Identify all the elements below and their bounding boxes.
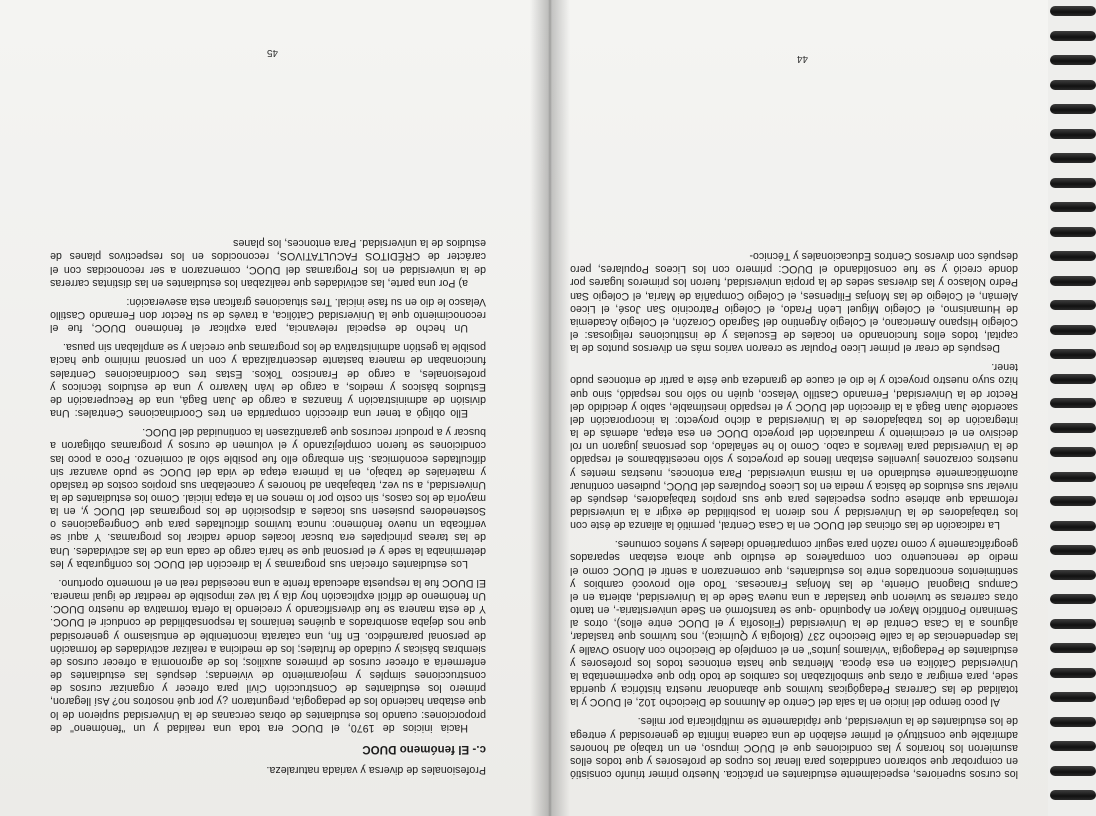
paragraph: los cursos superiores, especialmente estudiantes en práctica. Nuestro primer triunfo consistió en comprobar que sobraron candidatos para llenar los cupos de profesores y que todos ellos asumieron los horarios y las condiciones que el DUOC impuso, en un trabajo ad honores admirable que constituyó el primer eslabón de una cadena infinita de generosidad y entrega de los estudiantes de la universidad, que rápidamente se multiplicaría por miles. bbox=[570, 715, 1018, 780]
page-45-text bbox=[50, 230, 486, 776]
spiral-coil bbox=[1050, 104, 1096, 114]
spiral-coil bbox=[1050, 55, 1096, 65]
paragraph: Después de crear el primer Liceo Popular se crearon varios más en diversos puntos de la capital, todos ellos funcionando en locales de Escuelas y de instituciones religiosas: el Colegio Hispano Americano, el Colegio Argentino del Sagrado Corazón, el Colegio Academia de Humanismo, el Colegio Miguel León Prado, el Colegio Patrocinio San José, el Liceo Alemán, el Colegio de las Monjas Filipenses, el Colegio Compañía de María, el Colegio San Pedro Nolasco y las diversas sedes de la propia universidad, fueron los primeros lugares por donde creció y se fue consolidando el DUOC: primero con los Liceos Populares, pero después con diversos Centros Educacionales y Técnico- bbox=[570, 250, 1018, 355]
spiral-coil bbox=[1050, 668, 1096, 678]
spiral-coil bbox=[1050, 790, 1096, 800]
spiral-coil bbox=[1050, 594, 1096, 604]
spiral-coil bbox=[1050, 227, 1096, 237]
spiral-coil bbox=[1050, 570, 1096, 580]
spiral-coil bbox=[1050, 521, 1096, 531]
paragraph: Un hecho de especial relevancia, para explicar el fenómeno DUOC, fue el reconocimiento que la Universidad Católica, a través de su Rector don Fernando Castillo Velasco le dio en su fase inicial. Tres situaciones grafican esta aseveración: bbox=[50, 295, 486, 335]
spiral-coil bbox=[1050, 31, 1096, 41]
spiral-coil bbox=[1050, 202, 1096, 212]
spiral-coil bbox=[1050, 251, 1096, 261]
spiral-coil bbox=[1050, 325, 1096, 335]
spiral-coil bbox=[1050, 178, 1096, 188]
spiral-coil bbox=[1050, 276, 1096, 286]
section-heading: c.- El fenómeno DUOC bbox=[362, 742, 486, 755]
spiral-coil bbox=[1050, 447, 1096, 457]
spiral-coil bbox=[1050, 545, 1096, 555]
spiral-coil bbox=[1050, 300, 1096, 310]
paragraph: La radicación de las oficinas del DUOC en la Casa Central, permitió la alianza de éste con los trabajadores de la Universidad y nos dieron la posibilidad de exigir a la universidad reformada que abriese cupos especiales para que sus propios trabajadores, después de nivelar sus estudios de básica y media en los Liceos Populares del DUOC, pudiesen continuar automáticamente estudiando en la misma universidad. Para entonces, nuestras mentes y nuestros corazones juveniles estaban llenos de proyectos y sólo necesitábamos el respaldo de la Universidad para llevarlos a cabo. Como lo he señalado, dos personas jugaron un rol decisivo en el crecimiento y maduración del proyecto DUOC en esa etapa, además de la integración de los trabajadores de la Universidad a dicho proyecto: la incorporación del sacerdote Juan Bagá a la dirección del DUOC y el respaldo inestimable, sabio y decidido del Rector de la Universidad, Fernando Castillo Velasco, quién no sólo nos respaldó, sino que hizo suyo nuestro proyecto y le dio el cauce de grandeza que éste a partir de entonces pudo tener. bbox=[570, 361, 1018, 532]
spiral-coil bbox=[1050, 80, 1096, 90]
spiral-binding bbox=[1048, 0, 1096, 816]
spiral-coil bbox=[1050, 717, 1096, 727]
spiral-coil bbox=[1050, 496, 1096, 506]
paragraph: Hacia inicios de 1970, el DUOC era toda una realidad y un "fenómeno" de proporciones: cuando los estudiantes de obras cercanas de la Universidad supieron de lo que estaban haciendo los de pedagogía, preguntaron ¿y por qué nosotros no? Así llegaron, primero los estudiantes de Construcción Civil para ofrecer y organizar cursos de construcciones simples y mejoramiento de viviendas; después las estudiantes de enfermería a ofrecer cursos de primeros auxilios; los de agronomía a ofrecer cursos de siembras básicas y cuidado de frutales; los de medicina a realizar actividades de formación de personal paramédico. En fin, una catarata incontenible de entusiasmo y generosidad que nos dejaba asombrados a quiénes teníamos la responsabilidad de conducir el DUOC. Y de esta manera se fue diversificando y creciendo la oferta formativa de nuestro DUOC. Un fenómeno de difícil explicación hoy día y tal vez imposible de reeditar de igual manera. El DUOC fue la respuesta adecuada frente a una necesidad real en el momento oportuno. bbox=[50, 576, 486, 734]
paragraph: a) Por una parte, las actividades que realizaban los estudiantes en las distintas carreras de la universidad en los Programas del DUOC, comenzaron a ser reconocidas con el carácter de CRÉDITOS FACULTATIVOS, reconocidos en los respectivos planes de estudios de la universidad. Para entonces, los planes bbox=[50, 237, 486, 289]
spiral-coil bbox=[1050, 643, 1096, 653]
page-number: 44 bbox=[796, 53, 808, 64]
page-44-text bbox=[570, 243, 1018, 780]
spiral-coil bbox=[1050, 129, 1096, 139]
spiral-coil bbox=[1050, 692, 1096, 702]
page-44-rotated bbox=[548, 0, 1048, 816]
spiral-coil bbox=[1050, 398, 1096, 408]
spiral-coil bbox=[1050, 472, 1096, 482]
spiral-coil bbox=[1050, 153, 1096, 163]
spiral-coil bbox=[1050, 766, 1096, 776]
spiral-coil bbox=[1050, 374, 1096, 384]
spiral-coil bbox=[1050, 423, 1096, 433]
paragraph: Los estudiantes ofrecían sus programas y la dirección del DUOC los configuraba y les determinaba la sede y el personal que se haría cargo de cada una de las actividades. Una de las tareas principales era buscar locales donde radicar los programas. Y aquí se verificaba un nuevo fenómeno: nunca tuvimos dificultades para que Congregaciones o Sostenedores pusiesen sus locales a disposición de los programas del DUOC y, en la mayoría de los casos, sin costo por lo menos en la etapa inicial. Como los estudiantes de la Universidad, a su vez, trabajaban ad honores y cancelaban sus propios costos de traslado y materiales de trabajo, en la primera etapa de vida del DUOC se pudo avanzar sin dificultades económicas. Sin embargo ello fue posible sólo al comienzo. Poco a poco las condiciones se fueron complejizando y el volumen de cursos y programas obligaron a buscar y a producir recursos que garantizasen la continuidad del DUOC. bbox=[50, 426, 486, 570]
paragraph: Al poco tiempo del inicio en la sala del Centro de Alumnos de Dieciocho 102, el DUOC y la totalidad de las Carreras Pedagógicas tuvimos que abandonar nuestra histórica y querida sede, para emigrar a otras que simbolizaban los cambios de todo tipo que experimentaba la Universidad Católica en esa época. Mientras que hasta entonces todos los profesores y estudiantes de Pedagogía "vivíamos juntos" en el complejo de Dieciocho con Alonso Ovalle y las dependencias de la calle Dieciocho 237 (Biología y Química), nos tuvimos que trasladar, algunos a la Casa Central de la Universidad (Filosofía y el DUOC entre ellos), otros al Seminario Pontificio Mayor en Apoquindo -que se transformó en Sede universitaria-, en tanto otras carreras se tuvieron que trasladar a una nueva Sede de la Universidad, abierta en el Campus Diagonal Oriente, de las Monjas Francesas. Todo ello provocó cambios y sentimientos encontrados entre los estudiantes, que comenzaron a sentir el DUOC como el medio de reencuentro con compañeros de estudio que ahora estaban separados geográficamente y como razón para seguir compartiendo ideales y sueños comunes. bbox=[570, 538, 1018, 709]
spiral-coil bbox=[1050, 349, 1096, 359]
page-45-intro-line: Profesionales de diversa y variada naturaleza. bbox=[266, 764, 486, 776]
page-44 bbox=[548, 0, 1048, 816]
page-number: 45 bbox=[266, 47, 278, 58]
spiral-coil bbox=[1050, 6, 1096, 16]
spiral-coil bbox=[1050, 741, 1096, 751]
spiral-coil bbox=[1050, 619, 1096, 629]
paragraph: Ello obligó a tener una dirección compartida en tres Coordinaciones Centrales: Una división de administración y finanzas a cargo de Juan Bagá, una de Recuperación de Estudios básicos y medios, a cargo de Iván Navarro y una de estudios técnicos y profesionales, a cargo de Francisco Tokos. Estas tres Coordinaciones Centrales funcionaban de manera bastante descentralizada y con un personal mínimo que hacía posible la gestión administrativa de los programas que crecían y se ampliaban sin pausa. bbox=[50, 341, 486, 420]
